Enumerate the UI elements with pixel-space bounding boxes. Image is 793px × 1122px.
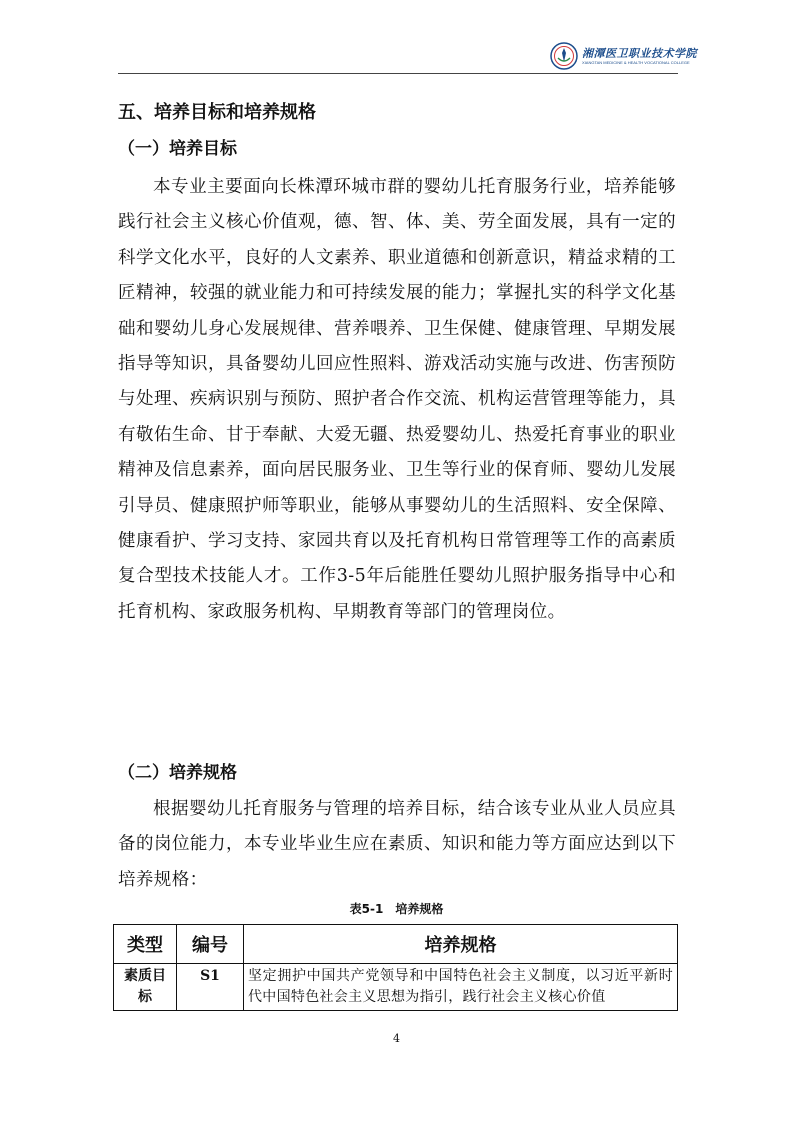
specs-paragraph: 根据婴幼儿托育服务与管理的培养目标，结合该专业从业人员应具备的岗位能力，本专业毕业生应在素质、知识和能力等方面应达到以下培养规格：	[118, 799, 676, 890]
subsection-title-goals: （一）培养目标	[118, 139, 237, 159]
header-code: 编号	[177, 925, 244, 964]
page-number: 4	[393, 1032, 400, 1045]
table-header-row	[114, 925, 678, 964]
table-caption: 表5-1 培养规格	[349, 902, 444, 916]
logo-text-en: XIANGTAN MEDICINE & HEALTH VOCATIONAL COLLEGE	[582, 59, 690, 65]
cell-code: S1	[177, 964, 244, 1011]
logo-text-cn: 湘潭医卫职业技术学院	[582, 46, 697, 60]
section-title: 五、培养目标和培养规格	[118, 102, 316, 123]
college-logo	[550, 40, 697, 72]
header-divider	[118, 73, 678, 74]
header-type: 类型	[114, 925, 177, 964]
header-spec: 培养规格	[244, 925, 678, 964]
goals-paragraph: 本专业主要面向长株潭环城市群的婴幼儿托育服务行业，培养能够践行社会主义核心价值观，德、智、体、美、劳全面发展，具有一定的科学文化水平，良好的人文素养、职业道德和创新意识，精益求精的工匠精神，较强的就业能力和可持续发展的能力；掌握扎实的科学文化基础和婴幼儿身心发展规律、营养喂养、卫生保健、健康管理、早期发展指导等知识，具备婴幼儿回应性照料、游戏活动实施与改进、伤害预防与处理、疾病识别与预防、照护者合作交流、机构运营管理等能力，具有敬佑生命、甘于奉献、大爱无疆、热爱婴幼儿、热爱托育事业的职业精神及信息素养，面向居民服务业、卫生等行业的保育师、婴幼儿发展引导员、健康照护师等职业，能够从事婴幼儿的生活照料、安全保障、健康看护、学习支持、家园共育以及托育机构日常管理等工作的高素质复合型技术技能人才。工作3-5年后能胜任婴幼儿照护服务指导中心和托育机构、家政服务机构、早期教育等部门的管理岗位。	[118, 177, 676, 622]
cell-spec: 坚定拥护中国共产党领导和中国特色社会主义制度，以习近平新时代中国特色社会主义思想为指引，践行社会主义核心价值	[244, 964, 678, 1011]
table-row	[114, 964, 678, 1011]
subsection-title-specs: （二）培养规格	[118, 763, 237, 783]
training-spec-table	[113, 924, 678, 1011]
cell-type: 素质目标	[114, 964, 177, 1011]
college-emblem-icon	[550, 42, 578, 70]
